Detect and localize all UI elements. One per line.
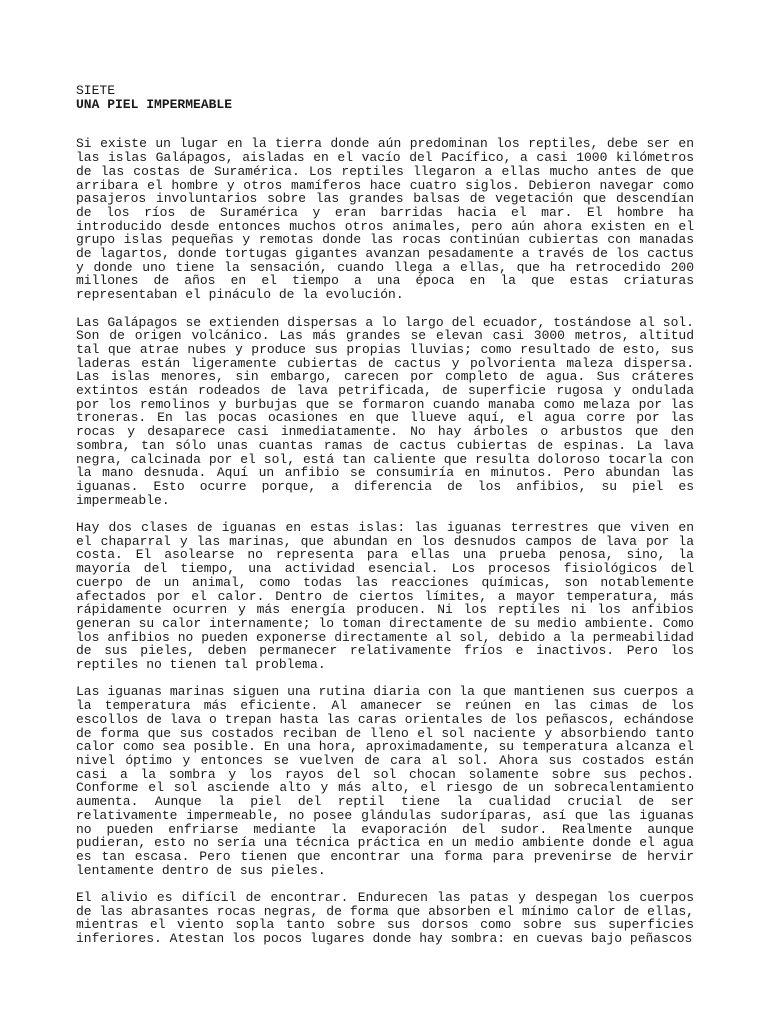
chapter-title: UNA PIEL IMPERMEABLE: [76, 96, 233, 112]
paragraph: El alivio es difícil de encontrar. Endurecen las patas y despegan los cuerpos de las abrasantes rocas negras, de forma que absorben el mínimo calor de ellas, mientras el viento sopla tanto sobre sus dorsos como sobre sus superficies inferiores. Atestan los pocos lugares donde hay sombra: en cuevas bajo peñascos: [76, 890, 694, 947]
paragraph: Las Galápagos se extienden dispersas a lo largo del ecuador, tostándose al sol. Son de origen volcánico. Las más grandes se elevan casi 3000 metros, altitud tal que atrae nubes y produce sus propias lluvias; como resultado de esto, sus laderas están ligeramente cubiertas de cactus y polvorienta maleza dispersa. Las islas menores, sin embargo, carecen por completo de agua. Sus cráteres extintos están rodeados de lava petrificada, de superficie rugosa y ondulada por los remolinos y burbujas que se formaron cuando manaba como melaza por las troneras. En las pocas ocasiones en que llueve aquí, el agua corre por las rocas y desaparece casi inmediatamente. No hay árboles o arbustos que den sombra, tan sólo unas cuantas ramas de cactus cubiertas de espinas. La lava negra, calcinada por el sol, está tan caliente que resulta doloroso tocarla con la mano desnuda. Aquí un anfibio se consumiría en minutos. Pero abundan las iguanas. Esto ocurre porque, a diferencia de los anfibios, su piel es impermeable.: [76, 314, 694, 508]
paragraph: Las iguanas marinas siguen una rutina diaria con la que mantienen sus cuerpos a la temperatura más eficiente. Al amanecer se reúnen en las cimas de los escollos de lava o trepan hasta las caras orientales de los peñascos, echándose de forma que sus costados reciban de lleno el sol naciente y absorbiendo tanto calor como sea posible. En una hora, aproximadamente, su temperatura alcanza el nivel óptimo y entonces se vuelven de cara al sol. Ahora sus costados están casi a la sombra y los rayos del sol chocan solamente sobre sus pechos. Conforme el sol asciende alto y más alto, el riesgo de un sobrecalentamiento aumenta. Aunque la piel del reptil tiene la cualidad crucial de ser relativamente impermeable, no posee glándulas sudoríparas, así que las iguanas no pueden enfriarse mediante la evaporación del sudor. Realmente aunque pudieran, esto no sería una técnica práctica en un medio ambiente donde el agua es tan escasa. Pero tienen que encontrar una forma para prevenirse de hervir lentamente dentro de sus pieles.: [76, 684, 694, 878]
document-page: [76, 84, 694, 960]
paragraph: Si existe un lugar en la tierra donde aún predominan los reptiles, debe ser en las islas Galápagos, aisladas en el vacío del Pacífico, a casi 1000 kilómetros de las costas de Suramérica. Los reptiles llegaron a ellas mucho antes de que arribara el hombre y otros mamíferos hace cuatro siglos. Debieron navegar como pasajeros involuntarios sobre las grandes balsas de vegetación que descendían de los ríos de Suramérica y eran barridas hacia el mar. El hombre ha introducido desde entonces muchos otros animales, pero aún ahora existen en el grupo islas pequeñas y remotas donde las rocas continúan cubiertas con manadas de lagartos, donde tortugas gigantes avanzan pesadamente a través de los cactus y donde uno tiene la sensación, cuando llega a ellas, que ha retrocedido 200 millones de años en el tiempo a una época en la que estas criaturas representaban el pináculo de la evolución.: [76, 136, 694, 303]
paragraph: Hay dos clases de iguanas en estas islas: las iguanas terrestres que viven en el chaparral y las marinas, que abundan en los desnudos campos de lava por la costa. El asolearse no representa para ellas una prueba penosa, sino, la mayoría del tiempo, una actividad esencial. Los procesos fisiológicos del cuerpo de un animal, como todas las reacciones químicas, son notablemente afectados por el calor. Dentro de ciertos límites, a mayor temperatura, más rápidamente ocurren y más energía producen. Ni los reptiles ni los anfibios generan su calor internamente; lo toman directamente de su medio ambiente. Como los anfibios no pueden exponerse directamente al sol, debido a la permeabilidad de sus pieles, deben permanecer relativamente fríos e inactivos. Pero los reptiles no tienen tal problema.: [76, 520, 694, 673]
chapter-label: SIETE: [76, 83, 116, 98]
